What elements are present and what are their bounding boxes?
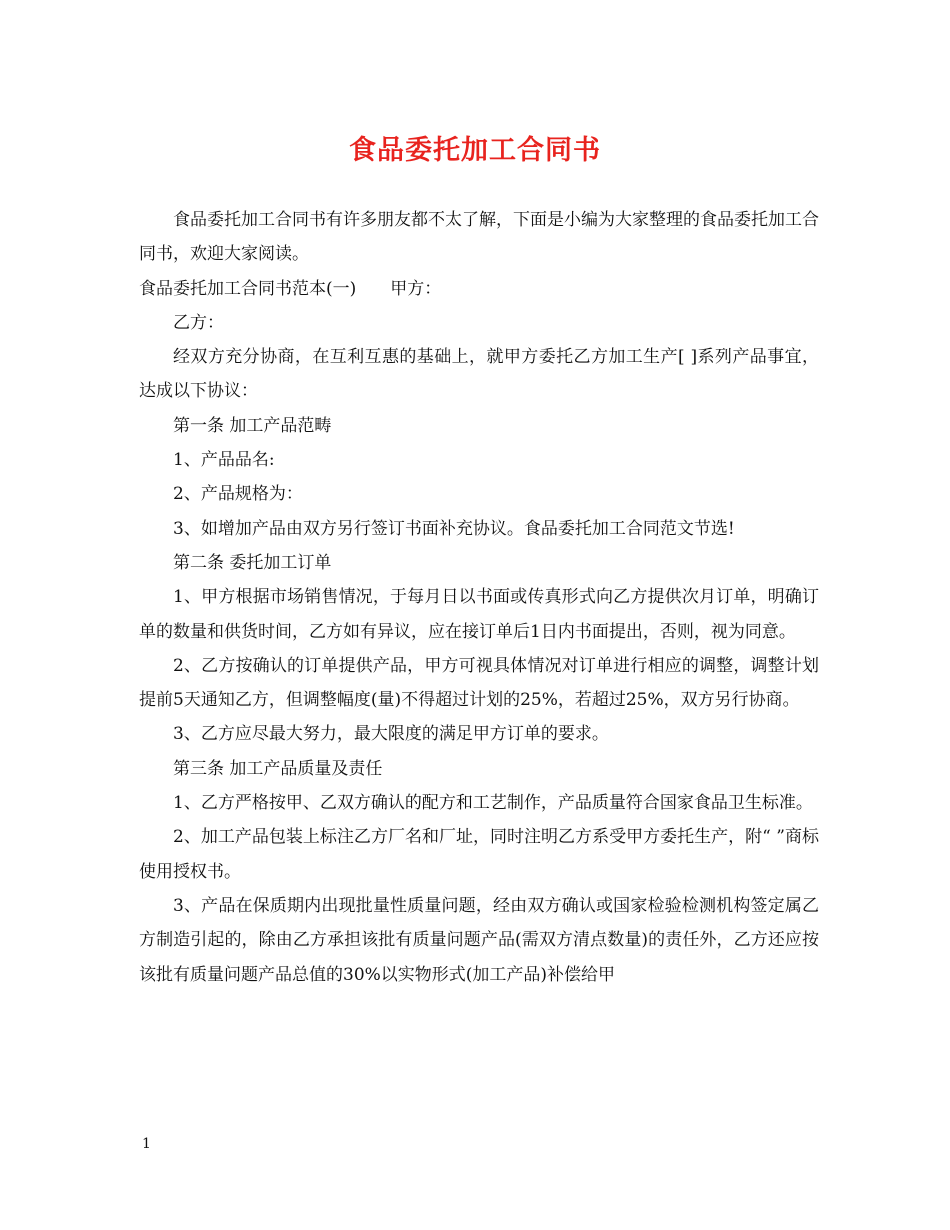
article-3-item-2: 2、加工产品包装上标注乙方厂名和厂址，同时注明乙方系受甲方委托生产，附“ ”商标使用授权书。	[139, 827, 819, 882]
article-1-item-2: 2、产品规格为：	[173, 484, 303, 505]
page-number: 1	[142, 1136, 151, 1152]
document-title: 食品委托加工合同书	[349, 135, 601, 166]
article-1-item-3: 3、如增加产品由双方另行签订书面补充协议。食品委托加工合同范文节选!	[173, 518, 735, 539]
paragraph-intro: 食品委托加工合同书有许多朋友都不太了解，下面是小编为大家整理的食品委托加工合同书，欢迎大家阅读。	[139, 210, 819, 265]
article-2-item-3: 3、乙方应尽最大努力，最大限度的满足甲方订单的要求。	[173, 724, 609, 745]
article-2-heading: 第二条 委托加工订单	[173, 552, 332, 573]
article-2-item-2: 2、乙方按确认的订单提供产品，甲方可视具体情况对订单进行相应的调整，调整计划提前5天通知乙方，但调整幅度(量)不得超过计划的25%，若超过25%，双方另行协商。	[139, 655, 819, 711]
paragraph-agreement: 经双方充分协商，在互利互惠的基础上，就甲方委托乙方加工生产[ ]系列产品事宜，达成以下协议：	[139, 347, 819, 402]
paragraph-sample-heading: 食品委托加工合同书范本(一) 甲方：	[139, 278, 442, 299]
article-1-item-1: 1、产品品名:	[173, 450, 275, 471]
article-3-heading: 第三条 加工产品质量及责任	[173, 758, 383, 779]
paragraph-party-b: 乙方：	[173, 312, 224, 333]
article-2-item-1: 1、甲方根据市场销售情况，于每月日以书面或传真形式向乙方提供次月订单，明确订单的数量和供货时间，乙方如有异议，应在接订单后1日内书面提出，否则，视为同意。	[139, 587, 819, 642]
document-body	[139, 203, 819, 992]
article-3-item-3: 3、产品在保质期内出现批量性质量问题，经由双方确认或国家检验检测机构签定属乙方制造引起的，除由乙方承担该批有质量问题产品(需双方清点数量)的责任外，乙方还应按该批有质量问题产品总值的30%以实物形式(加工产品)补偿给甲	[139, 895, 819, 985]
article-1-heading: 第一条 加工产品范畴	[173, 415, 332, 436]
article-3-item-1: 1、乙方严格按甲、乙双方确认的配方和工艺制作，产品质量符合国家食品卫生标准。	[173, 793, 813, 814]
